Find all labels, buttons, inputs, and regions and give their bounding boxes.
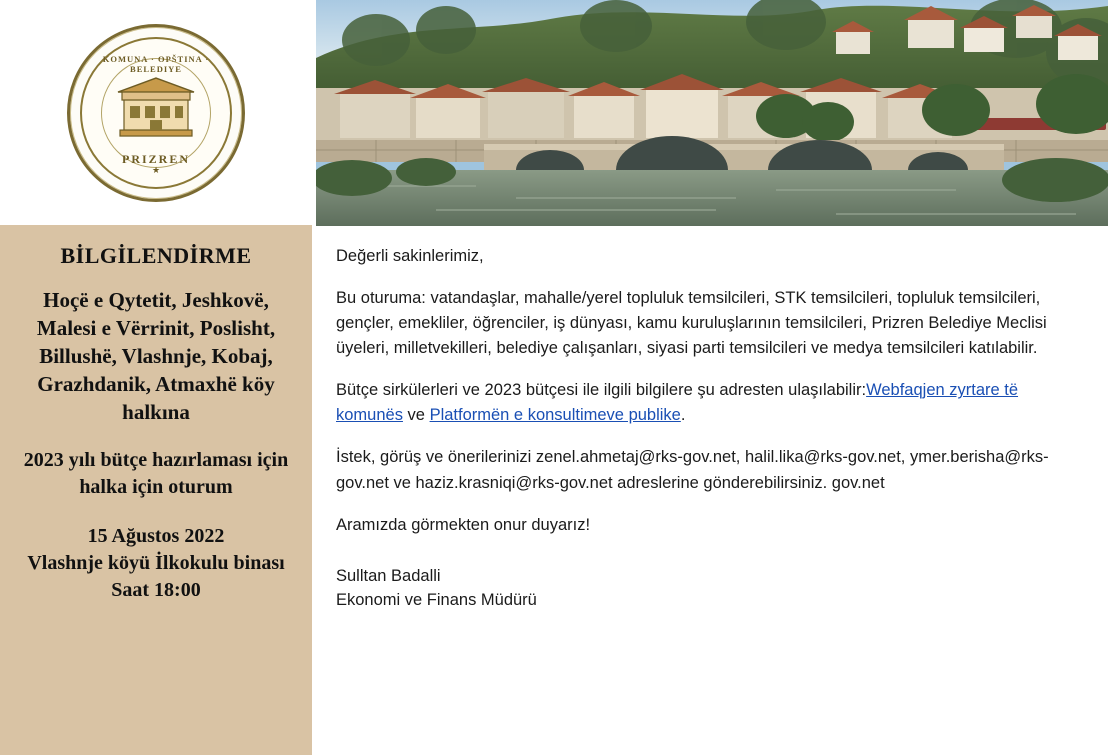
panel-purpose: 2023 yılı bütçe hazırlaması için halka için oturum <box>23 448 289 498</box>
participants-paragraph: Bu oturuma: vatandaşlar, mahalle/yerel topluluk temsilcileri, STK temsilcileri, topluluk temsilcileri, gençler, emekliler, öğrenciler, iş dünyası, kamu kuruluşlarının temsilcileri, Prizren Belediye Meclisi üyeleri, milletvekilleri, belediye çalışanları, siyasi parti temsilcileri ve medya temsilcileri katılabilir. <box>336 289 1047 358</box>
panel-venue: Vlashnje köyü İlkokulu binası <box>27 551 285 574</box>
contacts-paragraph: İstek, görüş ve önerilerinizi zenel.ahmetaj@rks-gov.net, halil.lika@rks-gov.net, ymer.berisha@rks-gov.net ve haziz.krasniqi@rks-gov.net adreslerine gönderebilirsiniz. gov.net <box>336 448 1049 492</box>
seal-inner-ring <box>80 37 232 189</box>
seal-star-icon: ★ <box>151 164 161 175</box>
announcement-panel <box>0 225 312 755</box>
municipality-seal-icon <box>67 24 245 202</box>
photo-illustration <box>316 0 1108 226</box>
panel-event-details <box>14 523 298 604</box>
panel-villages-list: Hoçë e Qytetit, Jeshkovë, Malesi e Vërrinit, Poslisht, Billushë, Vlashnje, Kobaj, Grazhdanik, Atmaxhë köy halkına <box>36 288 276 424</box>
official-website-link[interactable]: Webfaqjen zyrtare të komunës <box>336 381 1019 425</box>
seal-top-text: KOMUNA · OPŠTINA · BELEDIYE <box>102 53 210 74</box>
left-column <box>0 0 312 755</box>
public-consultation-platform-link[interactable]: Platformën e konsultimeve publike <box>429 406 681 425</box>
closing-text: Aramızda görmekten onur duyarız! <box>336 515 591 534</box>
greeting-text: Değerli sakinlerimiz, <box>336 247 484 265</box>
panel-time: Saat 18:00 <box>111 578 201 601</box>
panel-title: BİLGİLENDİRME <box>60 243 252 268</box>
signer-name: Sulltan Badalli <box>336 566 441 585</box>
prizren-old-town-bridge-photo <box>316 0 1108 226</box>
info-suffix-text: . <box>680 406 686 425</box>
info-paragraph <box>336 378 1082 428</box>
municipality-logo-area <box>0 0 312 225</box>
signer-title: Ekonomi ve Finans Müdürü <box>336 591 537 610</box>
seal-building-icon <box>114 76 198 142</box>
letter-body <box>316 226 1108 755</box>
info-prefix-text: Bütçe sirkülerleri ve 2023 bütçesi ile ilgili bilgilere şu adresten ulaşılabilir: <box>336 381 867 400</box>
signature-block <box>336 564 1082 614</box>
link-separator-text: ve <box>402 406 430 425</box>
seal-bottom-text: PRIZREN <box>121 151 190 166</box>
panel-date: 15 Ağustos 2022 <box>87 524 225 547</box>
